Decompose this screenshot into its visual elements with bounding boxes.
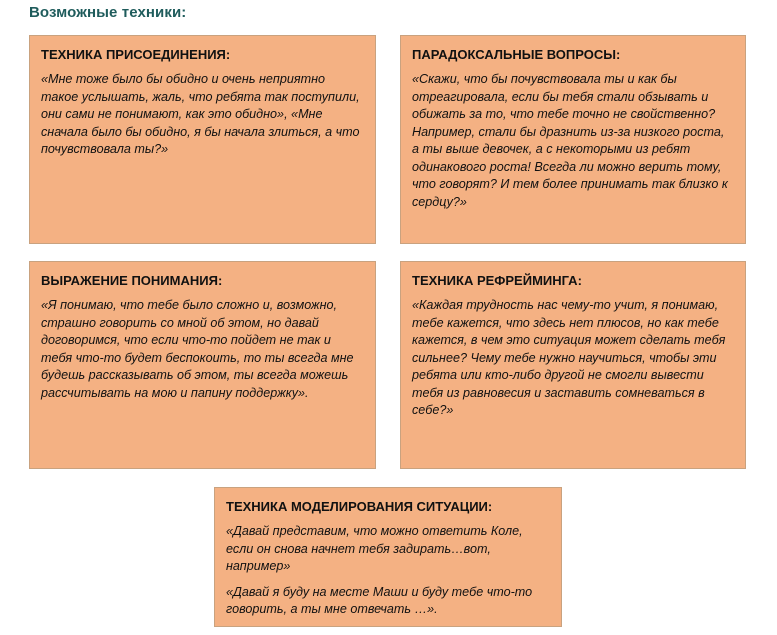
card-title: ТЕХНИКА РЕФРЕЙМИНГА: bbox=[412, 273, 582, 288]
page-heading: Возможные техники: bbox=[29, 4, 187, 21]
card-title: ВЫРАЖЕНИЕ ПОНИМАНИЯ: bbox=[41, 273, 223, 288]
card-title: ТЕХНИКА МОДЕЛИРОВАНИЯ СИТУАЦИИ: bbox=[226, 499, 493, 514]
card-text: «Мне тоже было бы обидно и очень неприятно такое услышать, жаль, что ребята так поступили, они сами не понимают, как это обидно», «Мне сначала было бы обидно, я бы начала злиться, а что почувствовала ты?» bbox=[41, 72, 360, 156]
technique-card-joining bbox=[29, 35, 376, 244]
technique-card-situation-modeling bbox=[214, 487, 562, 627]
technique-card-paradoxical-questions bbox=[400, 35, 746, 244]
card-title: ТЕХНИКА ПРИСОЕДИНЕНИЯ: bbox=[41, 47, 231, 62]
card-text-second: «Давай я буду на месте Маши и буду тебе что-то говорить, а ты мне отвечать …». bbox=[226, 584, 533, 616]
card-text: «Я понимаю, что тебе было сложно и, возможно, страшно говорить со мной об этом, но давай договоримся, что если что-то пойдет не так и тебя что-то будет беспокоить, то ты всегда мне будешь рассказывать об этом, ты всегда можешь рассчитывать на мою и папину поддержку». bbox=[41, 298, 354, 400]
technique-card-reframing bbox=[400, 261, 746, 469]
card-text: «Скажи, что бы почувствовала ты и как бы отреагировала, если бы тебя стали обзывать и обижать за то, что тебе точно не свойственно? Например, стали бы дразнить из-за низкого роста, а ты выше девочек, а с некоторыми из ребят одинакового роста! Всегда ли можно верить тому, что говорят? И тем более принимать так близко к сердцу?» bbox=[412, 72, 728, 209]
card-title: ПАРАДОКСАЛЬНЫЕ ВОПРОСЫ: bbox=[412, 47, 621, 62]
card-text: «Давай представим, что можно ответить Коле, если он снова начнет тебя задирать…вот, например» bbox=[226, 524, 523, 573]
technique-card-understanding bbox=[29, 261, 376, 469]
card-text: «Каждая трудность нас чему-то учит, я понимаю, тебе кажется, что здесь нет плюсов, но как тебе кажется, в чем это ситуация может сделать тебя сильнее? Чему тебе нужно научиться, чтобы эти ребята или кто-либо другой не смогли вывести тебя из равновесия и заставить сомневаться в себе?» bbox=[412, 298, 726, 417]
